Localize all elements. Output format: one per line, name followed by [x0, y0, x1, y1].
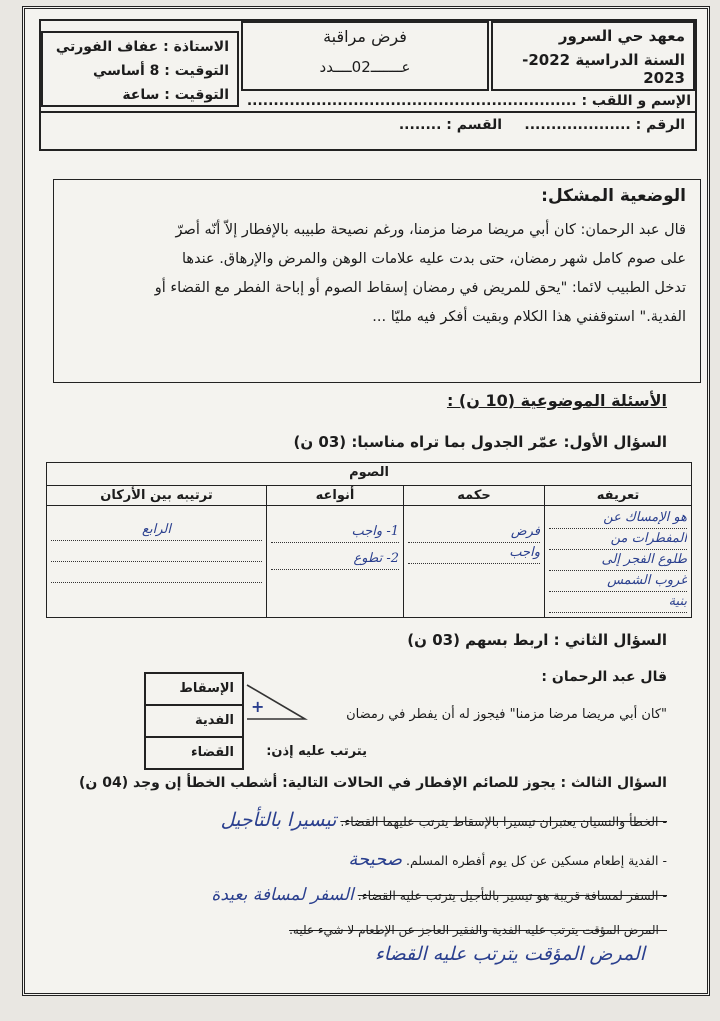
exam-sheet: [22, 6, 710, 996]
school-box: [491, 21, 695, 91]
q2-intro: قال عبد الرحمان :: [541, 669, 667, 685]
q2-quote: "كان أبي مريضا مرضا مزمنا" فيجوز له أن يفطر في رمضان: [346, 707, 667, 722]
header-ruling: حكمه: [404, 486, 545, 506]
number-class-line: [65, 117, 685, 133]
plus-mark: +: [251, 697, 265, 716]
statement: - الخطأ والنسيان يعتبران تيسيرا بالإسقاط يترتب عليهما القضاء.: [340, 814, 667, 829]
level: التوقيت : 8 أساسي: [93, 63, 229, 79]
handwritten-answer: المرض المؤقت يترتب عليه القضاء: [374, 943, 645, 965]
option-fidya: الفدية: [144, 706, 244, 738]
q2-title: السؤال الثاني : اربط بسهم (03 ن): [407, 631, 667, 649]
exam-title: فرض مراقبة: [323, 27, 407, 46]
header-rank: ترتيبه بين الأركان: [47, 486, 267, 506]
answer-definition: طلوع الفجر إلى: [549, 552, 687, 571]
exam-number: عـــــــ02ــــدد: [319, 58, 411, 76]
situation-line: قال عبد الرحمان: كان أبي مريضا مرضا مزمنا، ورغم نصيحة طبيبه بالإفطار إلاّ أنّه أصرّ: [175, 222, 686, 238]
cell-ruling: [404, 506, 545, 618]
header-definition: تعريفه: [545, 486, 692, 506]
cell-types: [267, 506, 404, 618]
situation-box: [53, 179, 701, 383]
q2-options: [144, 672, 244, 770]
statement: - المرض المؤقت يترتب عليه الفدية والفقير العاجز عن الإطعام لا شيء عليه.: [289, 923, 667, 937]
cell-rank: [47, 506, 267, 618]
q3-title: السؤال الثالث : يجوز للصائم الإفطار في الحالات التالية: أشطب الخطأ إن وجد (04 ن): [78, 775, 667, 791]
q3-item: [45, 809, 667, 831]
answer-type: 1- واجب: [271, 524, 399, 543]
school-year: السنة الدراسية 2022-2023: [522, 51, 685, 87]
statement: - السفر لمسافة قريبة هو تيسير بالتأجيل يترتب عليه القضاء.: [357, 888, 667, 903]
table-title: الصوم: [47, 463, 692, 486]
number-field: الرقم : ....................: [524, 117, 685, 133]
answer-ruling: واجب: [408, 545, 540, 564]
situation-text: [68, 216, 686, 332]
empty-line: [51, 543, 262, 562]
handwritten-answer: صحيحة: [348, 849, 403, 870]
handwritten-answer: السفر لمسافة بعيدة: [211, 885, 354, 905]
option-isqat: الإسقاط: [144, 672, 244, 706]
exam-box: [241, 21, 489, 91]
answer-definition: هو الإمساك عن: [549, 510, 687, 529]
school-name: معهد حي السرور: [558, 27, 685, 45]
fasting-table: [46, 462, 692, 618]
cell-definition: [545, 506, 692, 618]
q3-item: [45, 923, 667, 937]
duration: التوقيت : ساعة: [122, 87, 229, 103]
situation-line: الفدية." استوقفني هذا الكلام وبقيت أفكر فيه مليّا ...: [372, 309, 686, 325]
answer-rank: الرابع: [51, 522, 262, 541]
header-divider: [39, 111, 697, 113]
section-title: الأسئلة الموضوعية (10 ن) :: [446, 391, 667, 410]
teacher-name: الاستاذة : عفاف الفورتي: [55, 39, 229, 55]
situation-line: تدخل الطبيب لائما: "يحق للمريض في رمضان إسقاط الصوم أو إباحة الفطر مع القضاء أو: [154, 280, 686, 296]
option-qada: القضاء: [144, 738, 244, 770]
name-line: [239, 93, 691, 109]
q3-item: [45, 849, 667, 870]
handwritten-answer: تيسيرا بالتأجيل: [220, 809, 337, 831]
header-types: أنواعه: [267, 486, 404, 506]
q2-result: يترتب عليه إذن:: [266, 744, 367, 759]
q1-title: السؤال الأول: عمّر الجدول بما تراه مناسبا: (03 ن): [293, 433, 667, 451]
answer-definition: غروب الشمس: [549, 573, 687, 592]
q3-item: [45, 885, 667, 905]
class-field: القسم : ........: [398, 117, 503, 133]
situation-line: على صوم كامل شهر رمضان، حتى بدت عليه علامات الوهن والمرض والإرهاق. عندها: [182, 251, 686, 267]
empty-line: [51, 564, 262, 583]
teacher-box: [41, 31, 239, 107]
answer-ruling: فرض: [408, 524, 540, 543]
situation-title: الوضعية المشكل:: [541, 186, 686, 206]
answer-type: 2- تطوع: [271, 551, 399, 570]
statement: - الفدية إطعام مسكين عن كل يوم أفطره المسلم.: [406, 853, 667, 868]
answer-definition: بنية: [549, 594, 687, 613]
answer-definition: المفطرات من: [549, 531, 687, 550]
name-field: الإسم و اللقب : ..............................................................: [246, 93, 691, 109]
